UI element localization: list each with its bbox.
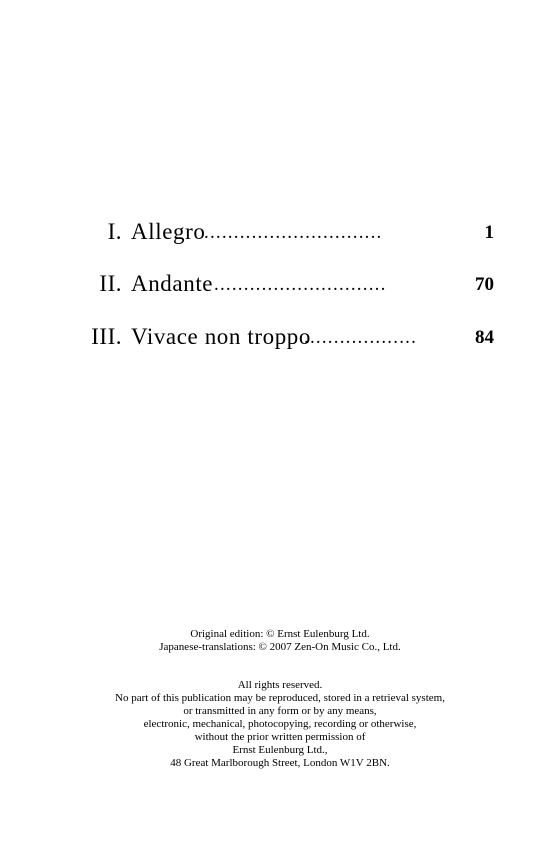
- dot-leader: .............................: [214, 274, 387, 295]
- original-edition-line: Original edition: © Ernst Eulenburg Ltd.: [190, 628, 370, 640]
- publisher-address: 48 Great Marlborough Street, London W1V 2BN.: [170, 757, 390, 769]
- rights-line: without the prior written permission of: [194, 731, 366, 743]
- dot-leader: ...................: [304, 327, 418, 348]
- dot-leader: ..............................: [204, 222, 383, 243]
- japanese-translation-line: Japanese-translations: © 2007 Zen-On Music Co., Ltd.: [159, 641, 401, 653]
- movement-title: Andante: [131, 271, 214, 296]
- page-number: 84: [475, 327, 494, 348]
- movement-title: Allegro: [131, 219, 206, 244]
- toc-entry-movement-2: [0, 269, 560, 299]
- page-number: 70: [475, 274, 494, 295]
- publisher-name: Ernst Eulenburg Ltd.,: [232, 744, 328, 756]
- rights-line: All rights reserved.: [237, 679, 323, 691]
- movement-numeral: I.: [107, 219, 122, 244]
- rights-line: No part of this publication may be reproduced, stored in a retrieval system,: [115, 692, 445, 704]
- rights-line: electronic, mechanical, photocopying, recording or otherwise,: [143, 718, 417, 730]
- page-number: 1: [484, 222, 494, 243]
- rights-notice: [0, 679, 560, 770]
- rights-line: or transmitted in any form or by any means,: [183, 705, 377, 717]
- edition-credits: [0, 628, 560, 654]
- movement-numeral: III.: [91, 324, 122, 349]
- movement-title: Vivace non troppo: [131, 324, 311, 349]
- movement-numeral: II.: [99, 271, 122, 296]
- toc-entry-movement-3: [0, 322, 560, 352]
- toc-entry-movement-1: [0, 217, 560, 247]
